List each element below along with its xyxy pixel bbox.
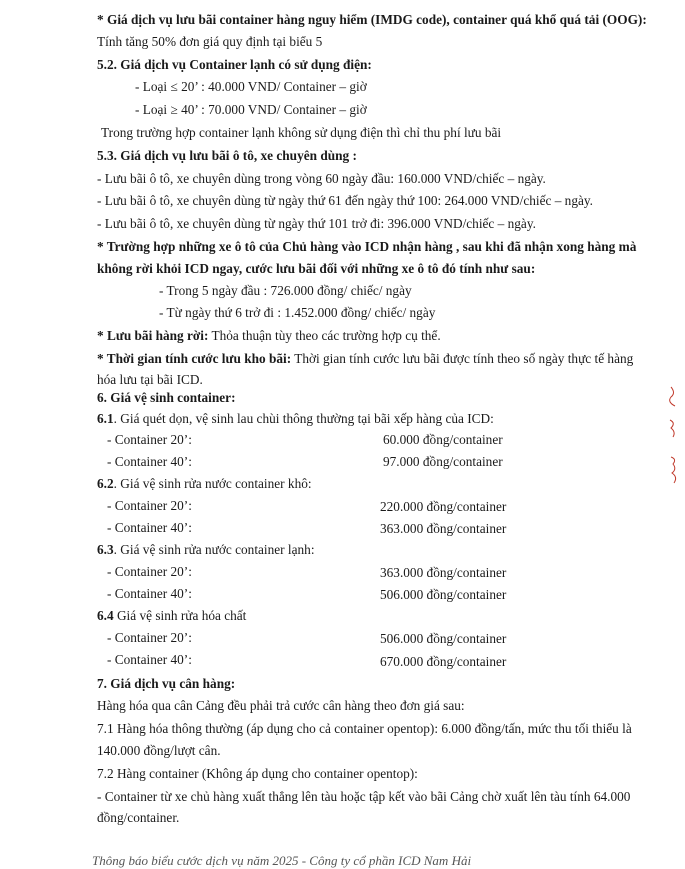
section-6-2-number: 6.2 xyxy=(97,476,114,491)
c64-40-label: - Container 40’: xyxy=(107,652,192,667)
owner-vehicle-first-5-days: - Trong 5 ngày đầu : 726.000 đồng/ chiếc/ ngày xyxy=(159,283,412,298)
section-5-3-heading: 5.3. Giá dịch vụ lưu bãi ô tô, xe chuyên dùng : xyxy=(97,148,357,163)
section-6-4-heading xyxy=(97,608,246,624)
owner-vehicle-case-line2: không rời khỏi ICD ngay, cước lưu bãi đối với những xe ô tô đó tính như sau: xyxy=(97,261,536,276)
vehicle-storage-61-100: - Lưu bãi ô tô, xe chuyên dùng từ ngày thứ 61 đến ngày thứ 100: 264.000 VND/chiếc – ngày. xyxy=(97,193,593,208)
page-footer: Thông báo biểu cước dịch vụ năm 2025 - Công ty cổ phần ICD Nam Hải xyxy=(92,853,472,868)
owner-vehicle-day-6-plus: - Từ ngày thứ 6 trở đi : 1.452.000 đồng/ chiếc/ ngày xyxy=(159,305,436,320)
section-6-3-text: . Giá vệ sinh rửa nước container lạnh: xyxy=(113,542,315,557)
section-6-4-text: Giá vệ sinh rửa hóa chất xyxy=(113,608,247,623)
weighing-7-1-line1: 7.1 Hàng hóa thông thường (áp dụng cho cả container opentop): 6.000 đồng/tấn, mức thu tối thiểu là xyxy=(97,721,632,736)
weighing-intro: Hàng hóa qua cân Cảng đều phải trả cước cân hàng theo đơn giá sau: xyxy=(97,698,465,713)
section-6-2-heading xyxy=(97,476,312,492)
c61-20-price: 60.000 đồng/container xyxy=(383,432,503,447)
vehicle-storage-101-plus: - Lưu bãi ô tô, xe chuyên dùng từ ngày thứ 101 trở đi: 396.000 VND/chiếc – ngày. xyxy=(97,216,536,231)
c61-40-label: - Container 40’: xyxy=(107,454,192,469)
reefer-20-price: - Loại ≤ 20’ : 40.000 VND/ Container – giờ xyxy=(135,79,367,94)
weighing-7-2-heading: 7.2 Hàng container (Không áp dụng cho container opentop): xyxy=(97,766,418,781)
c64-40-price: 670.000 đồng/container xyxy=(380,654,507,669)
hazardous-goods-note: Tính tăng 50% đơn giá quy định tại biểu 5 xyxy=(97,34,323,49)
bulk-storage-label: * Lưu bãi hàng rời: xyxy=(97,328,209,343)
weighing-7-2-line2: đồng/container. xyxy=(97,810,180,825)
c62-40-label: - Container 40’: xyxy=(107,520,192,535)
reefer-no-power-note: Trong trường hợp container lạnh không sử dụng điện thì chỉ thu phí lưu bãi xyxy=(101,125,502,140)
section-6-3-number: 6.3 xyxy=(97,542,114,557)
c63-40-price: 506.000 đồng/container xyxy=(380,587,507,602)
margin-handwriting xyxy=(668,385,682,500)
c63-20-price: 363.000 đồng/container xyxy=(380,565,507,580)
section-6-1-text: . Giá quét dọn, vệ sinh lau chùi thông thường tại bãi xếp hàng của ICD: xyxy=(113,411,494,426)
storage-time-line2: hóa lưu tại bãi ICD. xyxy=(97,372,203,387)
storage-time-text: Thời gian tính cước lưu bãi được tính theo số ngày thực tế hàng xyxy=(291,351,634,366)
weighing-7-2-line1: - Container từ xe chủ hàng xuất thẳng lên tàu hoặc tập kết vào bãi Cảng chờ xuất lên tàu tính 64.000 xyxy=(97,789,631,804)
hazardous-goods-heading: * Giá dịch vụ lưu bãi container hàng nguy hiểm (IMDG code), container quá khổ quá tải (OOG): xyxy=(97,12,647,27)
c64-20-price: 506.000 đồng/container xyxy=(380,631,507,646)
bulk-storage-text: Thỏa thuận tùy theo các trường hợp cụ thể. xyxy=(208,328,441,343)
c64-20-label: - Container 20’: xyxy=(107,630,192,645)
c62-40-price: 363.000 đồng/container xyxy=(380,521,507,536)
section-6-3-heading xyxy=(97,542,315,558)
vehicle-storage-first-60: - Lưu bãi ô tô, xe chuyên dùng trong vòng 60 ngày đầu: 160.000 VND/chiếc – ngày. xyxy=(97,171,546,186)
c61-40-price: 97.000 đồng/container xyxy=(383,454,503,469)
section-6-2-text: . Giá vệ sinh rửa nước container khô: xyxy=(113,476,312,491)
bulk-storage-line xyxy=(97,328,441,344)
c61-20-label: - Container 20’: xyxy=(107,432,192,447)
section-5-2-heading: 5.2. Giá dịch vụ Container lạnh có sử dụng điện: xyxy=(97,57,372,72)
weighing-7-1-line2: 140.000 đồng/lượt cân. xyxy=(97,743,221,758)
owner-vehicle-case-line1: * Trường hợp những xe ô tô của Chủ hàng vào ICD nhận hàng , sau khi đã nhận xong hàng mà xyxy=(97,239,637,254)
reefer-40-price: - Loại ≥ 40’ : 70.000 VND/ Container – giờ xyxy=(135,102,367,117)
section-6-heading: 6. Giá vệ sinh container: xyxy=(97,390,236,405)
storage-time-line xyxy=(97,351,633,367)
c63-40-label: - Container 40’: xyxy=(107,586,192,601)
section-7-heading: 7. Giá dịch vụ cân hàng: xyxy=(97,676,236,691)
c62-20-price: 220.000 đồng/container xyxy=(380,499,507,514)
section-6-4-number: 6.4 xyxy=(97,608,114,623)
section-6-1-number: 6.1 xyxy=(97,411,114,426)
c62-20-label: - Container 20’: xyxy=(107,498,192,513)
c63-20-label: - Container 20’: xyxy=(107,564,192,579)
storage-time-label: * Thời gian tính cước lưu kho bãi: xyxy=(97,351,292,366)
section-6-1-heading xyxy=(97,411,494,427)
